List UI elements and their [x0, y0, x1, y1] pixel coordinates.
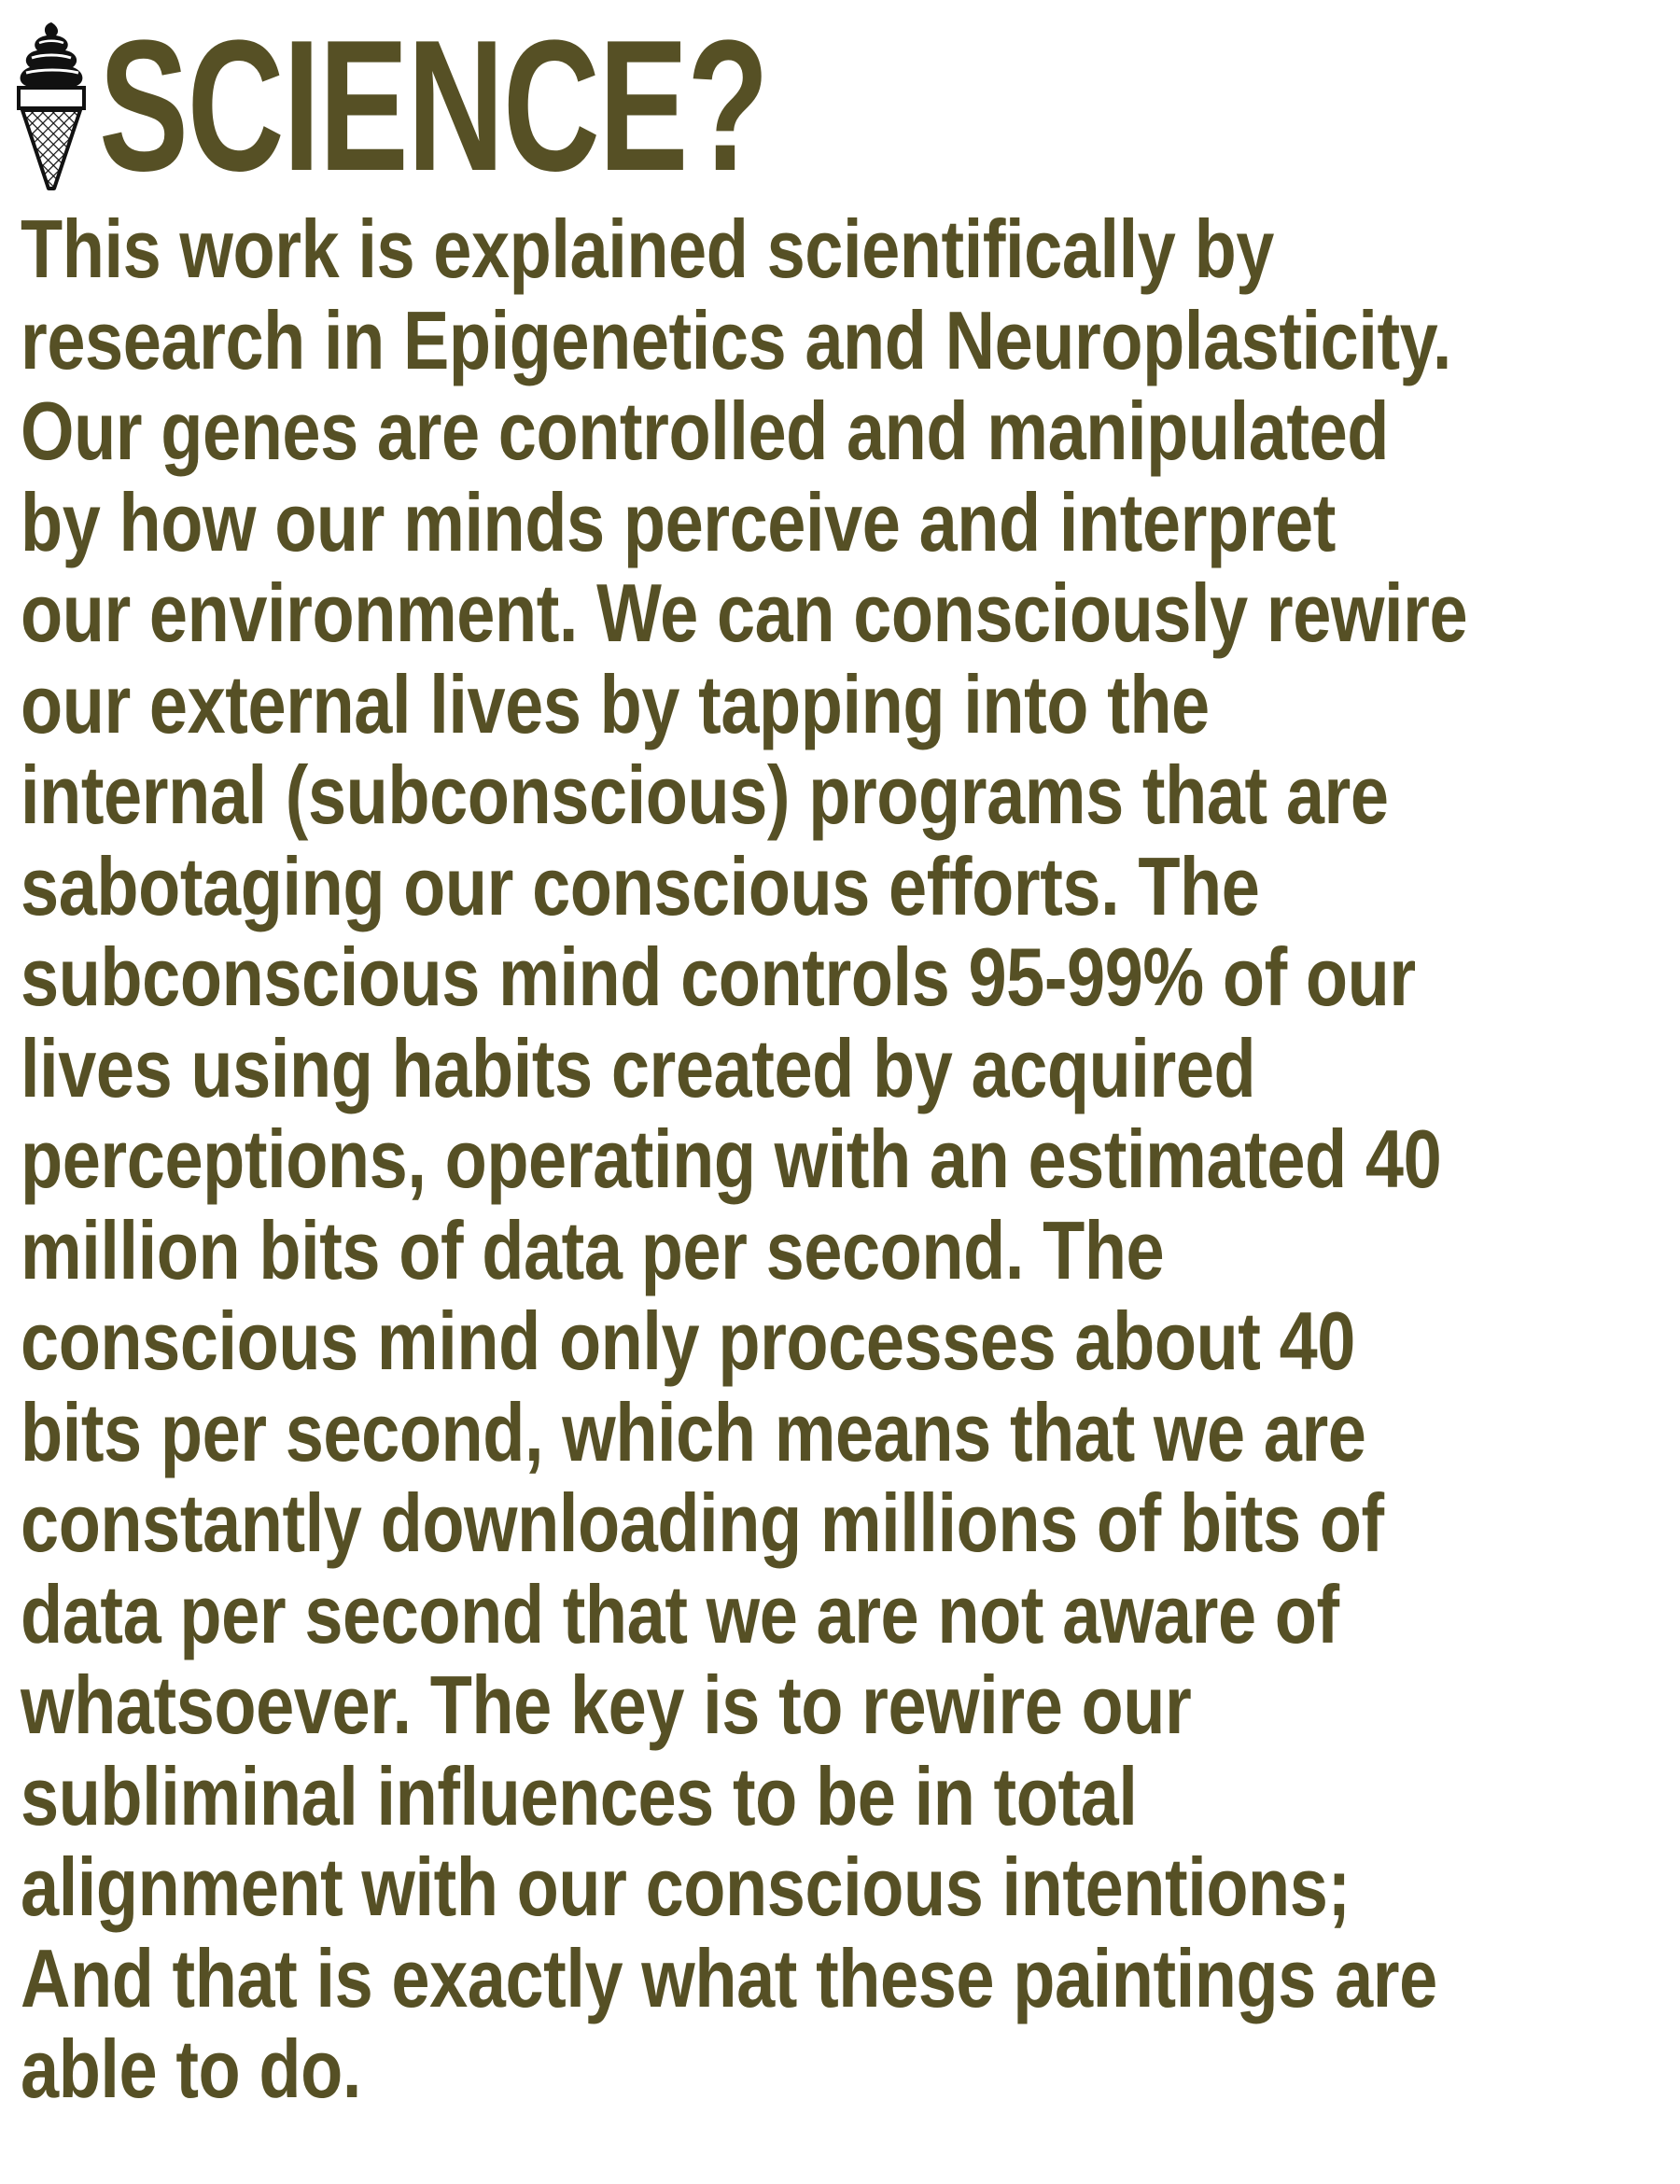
- text-line: our environment. We can consciously rewire: [21, 567, 1468, 659]
- body-paragraph: [21, 203, 1663, 2115]
- text-line: sabotaging our conscious efforts. The: [21, 839, 1260, 932]
- ice-cream-cone-icon: [11, 17, 91, 194]
- text-line: research in Epigenetics and Neuroplasticity.: [21, 293, 1451, 386]
- text-line: subliminal influences to be in total: [21, 1749, 1138, 1842]
- text-line: data per second that we are not aware of: [21, 1567, 1339, 1660]
- text-line: lives using habits created by acquired: [21, 1021, 1256, 1114]
- text-line: our external lives by tapping into the: [21, 657, 1210, 750]
- text-line: This work is explained scientifically by: [21, 203, 1275, 295]
- text-line: constantly downloading millions of bits of: [21, 1477, 1384, 1569]
- text-line: million bits of data per second. The: [21, 1203, 1165, 1296]
- text-line: internal (subconscious) programs that are: [21, 749, 1389, 841]
- text-line: whatsoever. The key is to rewire our: [21, 1659, 1192, 1751]
- text-line: by how our minds perceive and interpret: [21, 475, 1336, 568]
- text-line: Our genes are controlled and manipulated: [21, 385, 1390, 477]
- text-line: bits per second, which means that we are: [21, 1385, 1366, 1478]
- page-title: SCIENCE?: [99, 2, 768, 210]
- text-line: conscious mind only processes about 40: [21, 1295, 1355, 1387]
- text-line: And that is exactly what these paintings are: [21, 1931, 1437, 2024]
- text-line: subconscious mind controls 95-99% of our: [21, 931, 1416, 1023]
- header: [11, 2, 1028, 210]
- text-line: able to do.: [21, 2023, 361, 2115]
- text-line: alignment with our conscious intentions;: [21, 1841, 1351, 1933]
- text-line: perceptions, operating with an estimated 40: [21, 1113, 1442, 1205]
